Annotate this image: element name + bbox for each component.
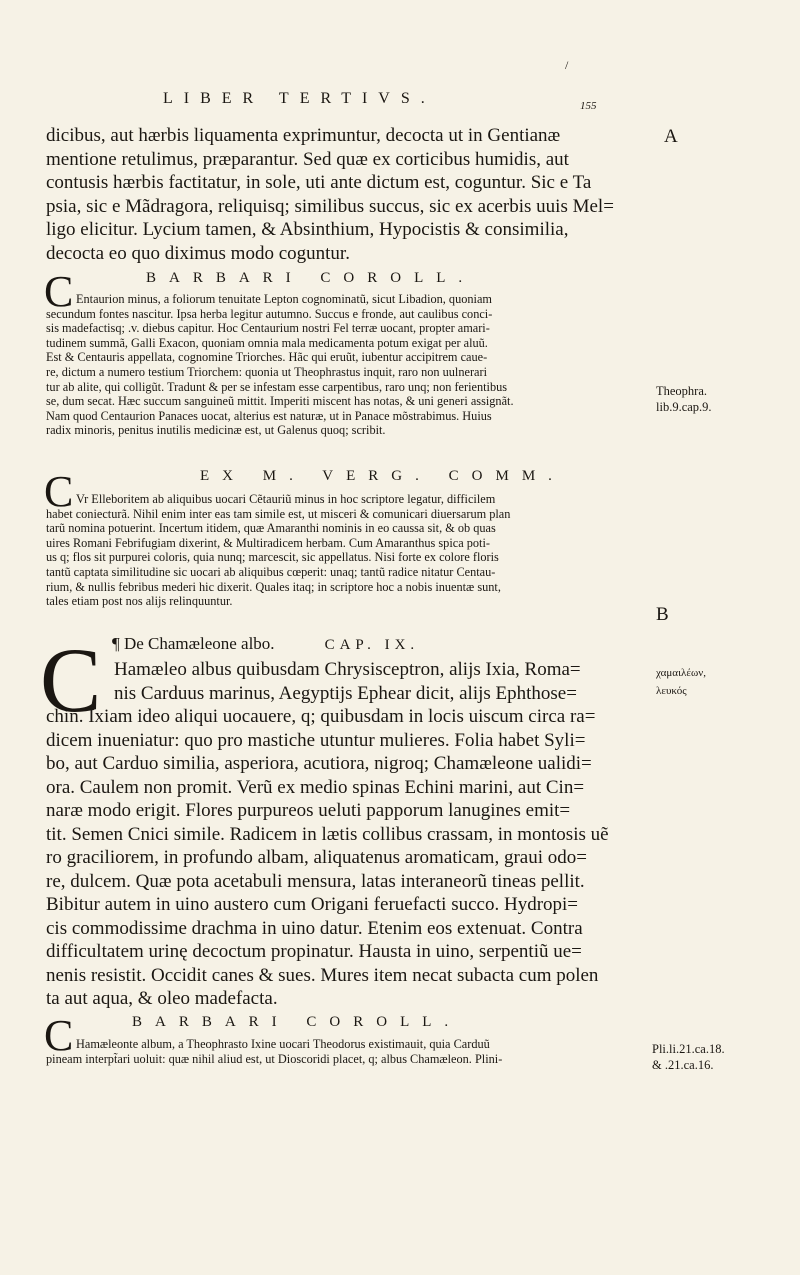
text-line: chin. Ixiam ideo aliqui uocauere, q; quibusdam in locis uiscum circa ra= bbox=[46, 706, 596, 727]
text-line: ora. Caulem non promit. Verũ ex medio spinas Echini marini, aut Cin= bbox=[46, 776, 585, 798]
margin-note: lib.9.cap.9. bbox=[656, 400, 712, 414]
text-line: Hamæleonte album, a Theophrasto Ixine uocari Theodorus existimauit, quia Carduũ bbox=[76, 1037, 490, 1051]
text-line: contusis hærbis factitatur, in sole, uti ante dictum est, coguntur. Sic e Ta bbox=[46, 172, 592, 193]
text-line: radix minoris, penitus inutilis medicinæ est, ut Galenus quoq; scribit. bbox=[46, 423, 386, 438]
text-line: dicem inueniatur: quo pro mastiche utuntur mulieres. Folia habet Syli= bbox=[46, 729, 586, 751]
barbari-coroll-paragraph bbox=[46, 1037, 650, 1066]
text-line: mentione retulimus, præparantur. Sed quæ ex corticibus humidis, aut bbox=[46, 148, 569, 170]
text-line: tantũ captata similitudine sic uocari ab aliquibus cœperit: unaq; tantũ radice nitatur Centau- bbox=[46, 564, 496, 579]
chapter-heading bbox=[112, 634, 419, 654]
text-line: tudinem summã, Galli Exacon, quoniam omnia mala medicamenta potum exigat per aluũ. bbox=[46, 335, 488, 350]
margin-letter: A bbox=[664, 126, 678, 147]
text-line: ligo elicitur. Lycium tamen, & Absinthium, Hypocistis & consimilia, bbox=[46, 219, 569, 240]
text-line: nis Carduus marinus, Aegyptijs Ephear dicit, alijs Ephthose= bbox=[114, 682, 577, 704]
text-line: naræ modo erigit. Flores purpureos ueluti papporum lanugines emit= bbox=[46, 800, 571, 821]
text-line: cis commodissime drachma in uino datur. Etenim eos extenuat. Contra bbox=[46, 917, 583, 939]
text-line: bo, aut Carduo similia, asperiora, acutiora, nigroq; Chamæleone ualidi= bbox=[46, 753, 592, 774]
drop-cap: C bbox=[44, 1011, 74, 1060]
text-line: nenis resistit. Occidit canes & sues. Mures item necat subacta cum polen bbox=[46, 964, 599, 986]
text-line: psia, sic e Mãdragora, reliquisq; similibus succus, sic ex acerbis uuis Mel= bbox=[46, 195, 614, 217]
barbari-coroll-paragraph bbox=[46, 292, 650, 438]
margin-note: Theophra. bbox=[656, 384, 708, 398]
text-line: tit. Semen Cnici simile. Radicem in lætis collibus crassam, in montosis uẽ bbox=[46, 823, 609, 845]
text-line: re, dictum a numero testium Triorchem: quonia ut Theophrastus inquit, raro non uulnerari bbox=[46, 364, 488, 379]
text-line: sis madefactisq; .v. diebus capitur. Hoc Centaurium nostri Fel terræ uocant, propter amari- bbox=[46, 321, 490, 336]
text-line: tales etiam post nos alijs relinquuntur. bbox=[46, 594, 233, 609]
text-line: re, dulcem. Quæ pota acetabuli mensura, latas interaneorũ tineas pellit. bbox=[46, 870, 585, 892]
margin-note: χαμαιλέων, bbox=[656, 667, 706, 679]
pilcrow-icon: ¶ bbox=[112, 634, 124, 653]
text-line: tur ab alite, qui colligũt. Tradunt & per se infestam esse carpentibus, raro unq; non ferientibus bbox=[46, 379, 508, 394]
margin-note: Pli.li.21.ca.18. bbox=[652, 1042, 725, 1056]
text-line: difficultatem urinę decoctum propinatur. Hausta in uino, serpentiũ ue= bbox=[46, 941, 582, 962]
text-line: tarũ nomina potuerint. Incertum itidem, quæ Amaranthi nominis in eo caussa sit, & ob quas bbox=[46, 521, 496, 536]
text-line: Nam quod Centaurion Panaces uocat, alterius est naturæ, ut in Panace mõstrabimus. Huius bbox=[46, 408, 492, 423]
running-head: LIBER TERTIVS. bbox=[163, 90, 436, 107]
text-line: pineam interpt̃ari uoluit: quæ nihil aliud est, ut Dioscoridi placet, q; albus Chamæleon. Plini- bbox=[46, 1051, 503, 1066]
text-line: se, dum secat. Hæc succum sanguineũ mittit. Imperiti miscent has notas, & uni generi assignãt. bbox=[46, 394, 514, 409]
text-line: Hamæleo albus quibusdam Chrysisceptron, alijs Ixia, Roma= bbox=[114, 659, 581, 680]
text-line: Vr Elleboritem ab aliquibus uocari Cẽtauriũ minus in hoc scriptore legatur, difficilem bbox=[76, 492, 496, 506]
page-mark: / bbox=[565, 58, 569, 72]
text-line: Bibitur autem in uino austero cum Origani feruefacti succo. Hydropi= bbox=[46, 894, 579, 915]
text-line: Est & Centauris appellata, cognomine Triorches. Hãc qui eruũt, iubentur accipitrem caue- bbox=[46, 350, 488, 365]
section-heading: BARBARI COROLL. bbox=[132, 1014, 462, 1030]
text-line: rium, & nullis febribus mederi hic dixerit. Quales itaq; in scriptore hoc a nobis inuentæ sunt, bbox=[46, 579, 501, 594]
chapter-drop-cap: C bbox=[40, 629, 102, 731]
chapter-title: De Chamæleone albo. bbox=[123, 634, 275, 653]
text-line: us q; flos sit purpurei coloris, quia nunq; marcescit, sic appellatus. Nisi forte ex colore floris bbox=[46, 550, 499, 565]
intro-paragraph bbox=[46, 124, 650, 265]
section-heading: BARBARI COROLL. bbox=[146, 270, 476, 286]
folio-number: 155 bbox=[580, 100, 597, 112]
margin-note: & .21.ca.16. bbox=[652, 1058, 714, 1072]
text-line: dicibus, aut hærbis liquamenta exprimuntur, decocta ut in Gentianæ bbox=[46, 125, 561, 146]
text-line: uires Romani Febrifugiam dixerint, & Multiradicem herbam. Cum Amaranthus spica poti- bbox=[46, 535, 490, 550]
drop-cap: C bbox=[44, 267, 74, 316]
section-heading: EX M. VERG. COMM. bbox=[200, 468, 565, 484]
drop-cap: C bbox=[44, 467, 74, 516]
text-line: secundum fontes nascitur. Ipsa herba legitur autumno. Succus e fronde, aut caulibus conci- bbox=[46, 306, 493, 321]
chapter-paragraph bbox=[46, 658, 650, 1011]
verg-comm-paragraph bbox=[46, 492, 650, 609]
text-line: habet coniecturã. Nihil enim inter eas tam simile est, ut misceri & comunicari diuersarum plan bbox=[46, 506, 511, 521]
text-line: decocta eo quo diximus modo coguntur. bbox=[46, 242, 350, 264]
text-line: ro graciliorem, in profundo albam, aliquatenus aromaticam, graui odo= bbox=[46, 847, 587, 868]
text-line: ta aut aqua, & oleo madefacta. bbox=[46, 988, 278, 1009]
margin-letter: B bbox=[656, 604, 669, 625]
chapter-number: CAP. IX. bbox=[324, 637, 420, 653]
margin-note: λευκός bbox=[656, 685, 687, 697]
text-line: Entaurion minus, a foliorum tenuitate Lepton cognominatũ, sicut Libadion, quoniam bbox=[76, 292, 492, 306]
